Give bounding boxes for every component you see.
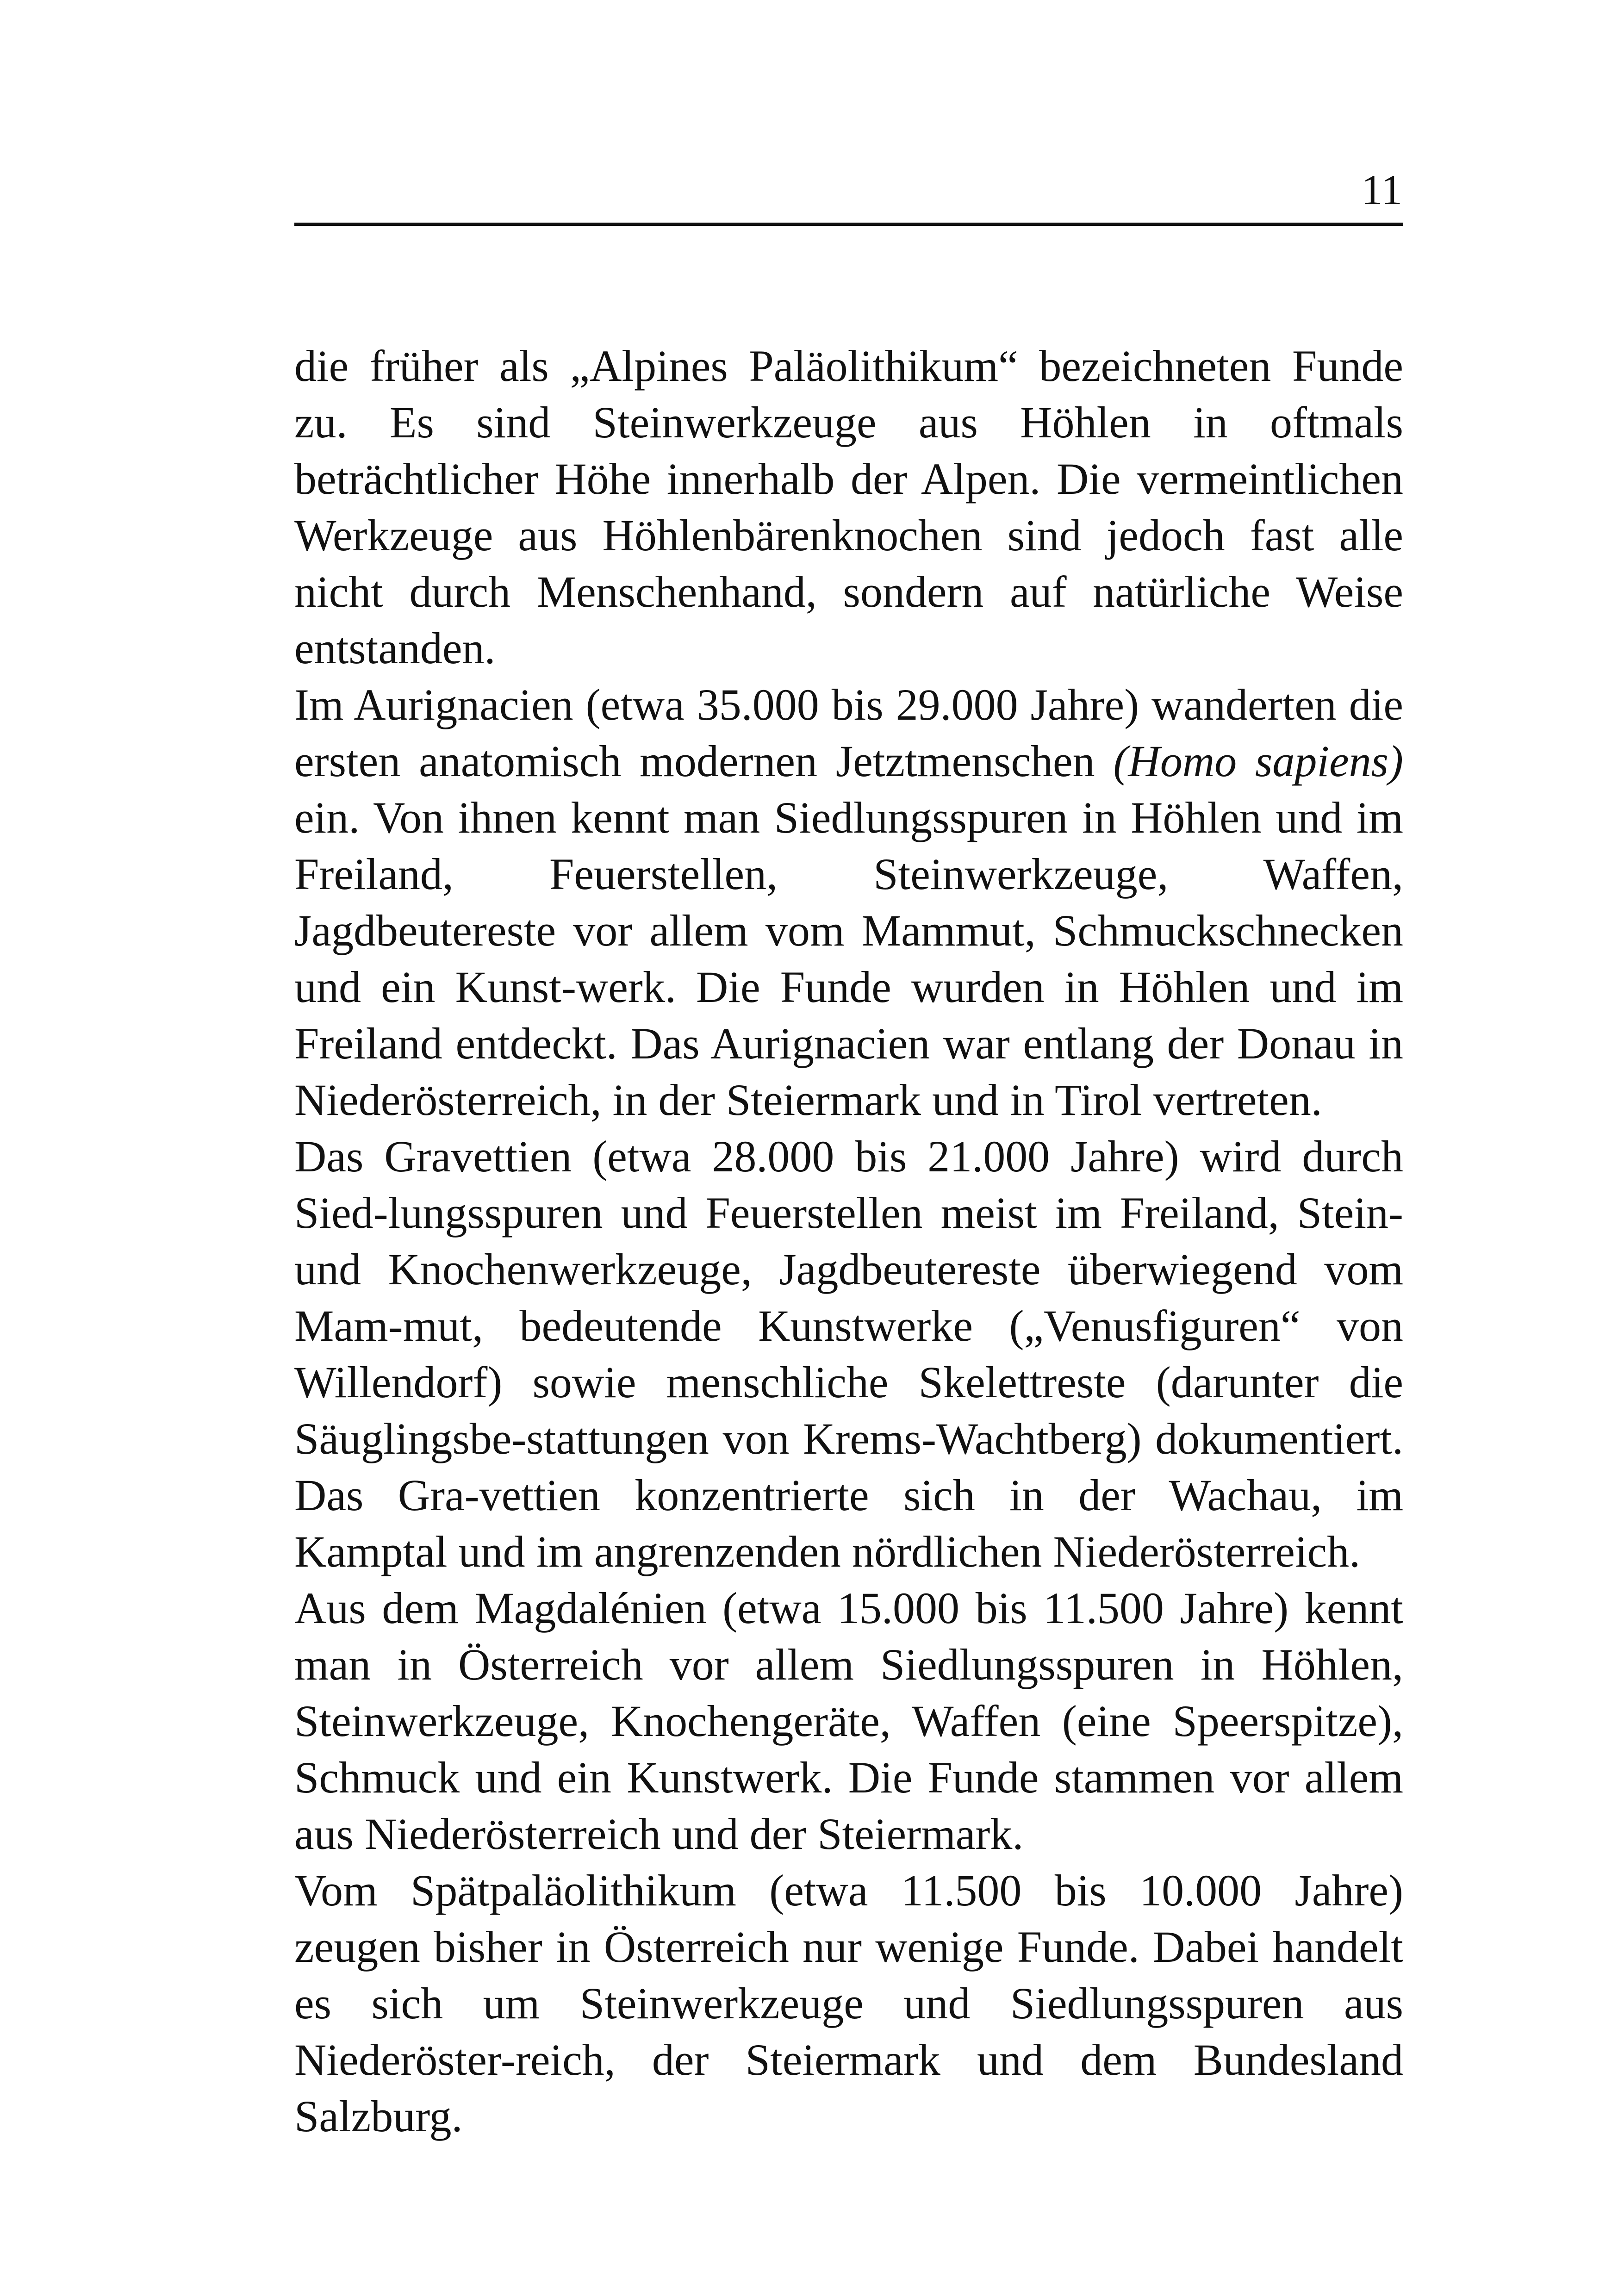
- page-number: 11: [1361, 166, 1402, 213]
- homo-sapiens-term: (Homo sapiens): [1113, 736, 1404, 786]
- paragraph-magdalenien: Aus dem Magdalénien (etwa 15.000 bis 11.500 Jahre) kennt man in Österreich vor allem Siedlungsspuren in Höhlen, Steinwerkzeuge, Knochengeräte, Waffen (eine Speerspitze), Schmuck und ein Kunstwerk. Die Funde stammen vor allem aus Niederösterreich und der Steiermark.: [294, 1583, 1403, 1859]
- paragraph-spaetpalaeolithikum: Vom Spätpaläolithikum (etwa 11.500 bis 10.000 Jahre) zeugen bisher in Österreich nur wenige Funde. Dabei handelt es sich um Steinwerkzeuge und Siedlungsspuren aus Niederöster-reich, der Steiermark und dem Bundesland Salzburg.: [294, 1866, 1403, 2141]
- paragraph-aurignacien: [294, 677, 1403, 1128]
- aurignacien-text-before: Im Aurignacien (etwa 35.000 bis 29.000 Jahre) wanderten die ersten anatomisch modernen Jetztmenschen: [294, 680, 1403, 786]
- paragraph-gravettien: Das Gravettien (etwa 28.000 bis 21.000 Jahre) wird durch Sied-lungsspuren und Feuerstellen meist im Freiland, Stein- und Knochenwerkzeuge, Jagdbeutereste überwiegend vom Mam-mut, bedeutende Kunstwerke („Venusfiguren“ von Willendorf) sowie menschliche Skelettreste (darunter die Säuglingsbe-stattungen von Krems-Wachtberg) dokumentiert. Das Gra-vettien konzentrierte sich in der Wachau, im Kamptal und im angrenzenden nördlichen Niederösterreich.: [294, 1132, 1403, 1576]
- aurignacien-text-after: ein. Von ihnen kennt man Siedlungsspuren in Höhlen und im Freiland, Feuerstellen, Steinwerkzeuge, Waffen, Jagdbeutereste vor allem vom Mammut, Schmuckschnecken und ein Kunst-werk. Die Funde wurden in Höhlen und im Freiland entdeckt. Das Aurignacien war entlang der Donau in Niederösterreich, in der Steiermark und in Tirol vertreten.: [294, 793, 1403, 1125]
- paragraph-alpine-palaeolithic: die früher als „Alpines Paläolithikum“ bezeichneten Funde zu. Es sind Steinwerkzeuge aus Höhlen in oftmals beträchtlicher Höhe innerhalb der Alpen. Die vermeintlichen Werkzeuge aus Höhlenbärenknochen sind jedoch fast alle nicht durch Menschenhand, sondern auf natürliche Weise entstanden.: [294, 341, 1403, 673]
- body-text: [294, 338, 1403, 2145]
- header-rule: [294, 223, 1403, 226]
